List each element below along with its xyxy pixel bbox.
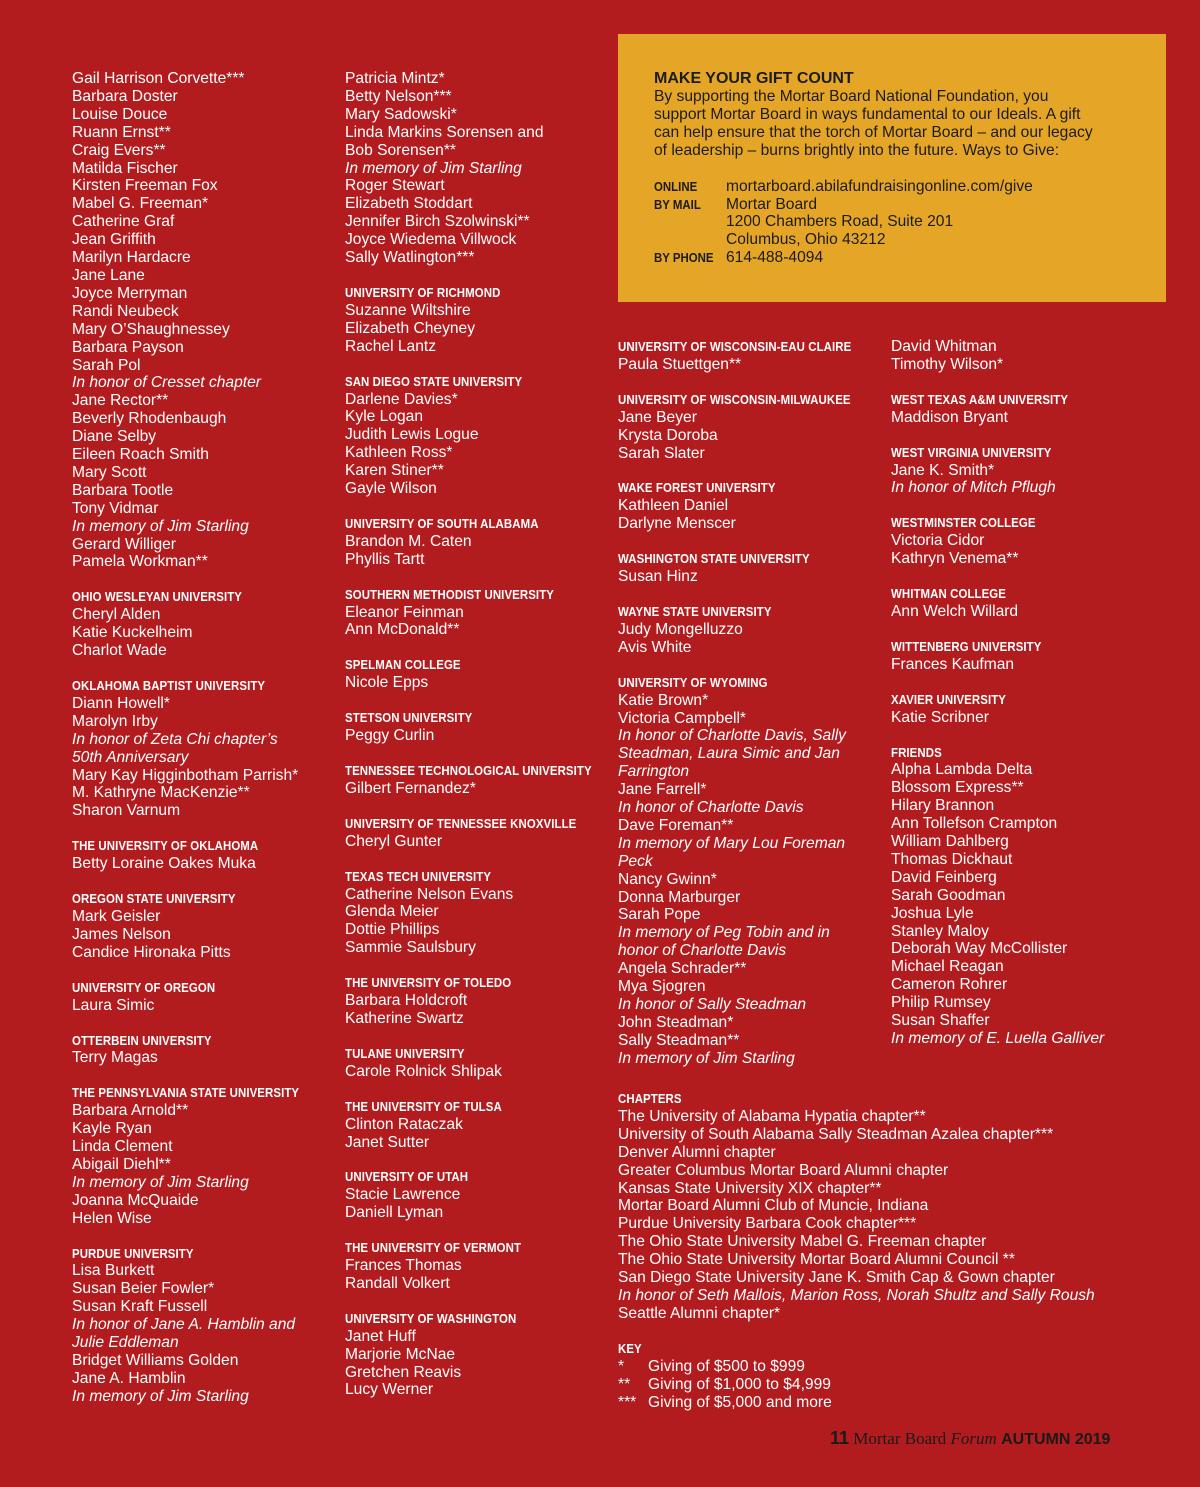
donor-name: James Nelson [72,925,171,943]
donor-name: Charlot Wade [72,642,167,660]
donor-name: Sharon Varnum [72,802,181,820]
donor-name: Kyle Logan [345,408,424,426]
donor-name: Katie Kuckelheim [72,624,193,642]
donor-name: Bridget Williams Golden [72,1352,239,1369]
institution-heading: THE UNIVERSITY OF TOLEDO [345,975,512,991]
institution-heading: TEXAS TECH UNIVERSITY [345,868,492,884]
donor-group [345,586,607,640]
key-heading: KEY [618,1340,642,1356]
donor-group [618,550,880,586]
institution-heading: UNIVERSITY OF OREGON [72,979,216,995]
gift-info-box [618,34,1166,302]
gift-box-title: MAKE YOUR GIFT COUNT [654,70,854,87]
donor-name: Victoria Campbell* [618,709,746,727]
donor-group [891,638,1153,674]
donor-group [891,744,1153,1048]
donor-name: Alpha Lambda Delta [891,761,1033,779]
donor-name: Elizabeth Stoddart [345,195,473,213]
tribute-note: In memory of Jim Starling [345,159,522,177]
publication-name: Mortar Board [853,1429,947,1448]
tribute-note: In memory of Mary Lou Foreman [618,834,846,852]
donor-group [345,1239,607,1293]
donor-name: Sammie Saulsbury [345,939,476,957]
donor-name: Stacie Lawrence [345,1186,461,1204]
donor-name: Clinton Rataczak [345,1115,463,1133]
donor-group [72,1084,334,1227]
donor-name: Randall Volkert [345,1274,450,1292]
chapter-name: University of South Alabama Sally Steadman Azalea chapter*** [618,1125,1054,1143]
chapter-name: Denver Alumni chapter [618,1143,776,1161]
institution-heading: SOUTHERN METHODIST UNIVERSITY [345,586,554,602]
donor-name: Mark Geisler [72,907,161,925]
institution-heading: OREGON STATE UNIVERSITY [72,891,236,907]
tribute-note: In memory of Peg Tobin and in [618,924,830,942]
donor-name: Michael Reagan [891,958,1004,976]
donor-name: Paula Stuettgen** [618,355,742,373]
institution-heading: STETSON UNIVERSITY [345,710,473,726]
tribute-note: Steadman, Laura Simic and Jan [618,745,840,763]
donor-name: Laura Simic [72,996,155,1014]
donor-name: Susan Beier Fowler* [72,1280,215,1298]
donor-group [345,709,607,745]
donor-name: Sally Watlington*** [345,249,475,267]
institution-heading: THE PENNSYLVANIA STATE UNIVERSITY [72,1085,300,1101]
donor-name: Tony Vidmar [72,499,159,517]
donor-name: Rachel Lantz [345,337,437,355]
donor-group [345,515,607,569]
key-legend [618,1340,1178,1412]
institution-heading: WEST TEXAS A&M UNIVERSITY [891,391,1069,407]
chapter-name: The Ohio State University Mabel G. Freeman chapter [618,1233,987,1251]
donor-group [72,588,334,660]
mail-row [654,213,1146,231]
institution-heading: UNIVERSITY OF WISCONSIN-EAU CLAIRE [618,339,852,354]
donor-name: Craig Evers** [72,141,166,159]
donor-name: Donna Marburger [618,888,741,906]
donor-name: Elizabeth Cheyney [345,319,476,337]
key-description: Giving of $1,000 to $4,999 [648,1375,831,1393]
donor-name: Dottie Phillips [345,921,440,939]
donor-name: Matilda Fischer [72,159,178,177]
donor-name: Jane K. Smith* [891,461,995,479]
chapter-name: Mortar Board Alumni Club of Muncie, Indiana [618,1197,929,1215]
donor-name: Gail Harrison Corvette*** [72,70,245,87]
donor-group [345,656,607,692]
donor-column-4 [891,338,1153,1048]
institution-heading: UNIVERSITY OF WASHINGTON [345,1310,517,1326]
donor-name: Darlyne Menscer [618,515,736,533]
donor-name: Deborah Way McCollister [891,940,1068,958]
donor-name: Glenda Meier [345,903,439,921]
donor-name: Marjorie McNae [345,1345,456,1363]
phone-row [654,249,1146,267]
chapter-name: Purdue University Barbara Cook chapter*** [618,1215,917,1233]
donor-name: Susan Shaffer [891,1012,990,1030]
donor-name: Sarah Pol [72,356,141,374]
donor-name: Jane A. Hamblin [72,1369,186,1387]
donor-name: Jennifer Birch Szolwinski** [345,213,530,231]
gift-box-text-line: of leadership – burns brightly into the future. Ways to Give: [654,141,1060,159]
page-number: 11 [830,1428,850,1448]
mail-address-line: Columbus, Ohio 43212 [726,231,886,249]
donor-name: David Whitman [891,338,997,355]
donor-group [345,868,607,958]
donor-group-continued [345,70,607,267]
tribute-note: In memory of Jim Starling [72,1173,249,1191]
donor-name: Louise Douce [72,105,168,123]
mail-address-line: 1200 Chambers Road, Suite 201 [726,213,954,231]
donor-name: Krysta Doroba [618,426,718,444]
donor-name: Ann McDonald** [345,621,460,639]
institution-heading: SPELMAN COLLEGE [345,657,461,673]
key-symbol: ** [618,1375,631,1393]
donor-name: Kayle Ryan [72,1120,152,1138]
institution-heading: UNIVERSITY OF TENNESSEE KNOXVILLE [345,815,577,831]
donor-name: Helen Wise [72,1209,152,1227]
mail-row [654,231,1146,249]
key-row [618,1358,1178,1376]
online-row [654,178,1146,196]
donor-group [345,1098,607,1152]
donor-name: Eileen Roach Smith [72,446,209,464]
gift-box-text-line: support Mortar Board in ways fundamental to our Ideals. A gift [654,105,1081,123]
donor-name: Marilyn Hardacre [72,249,191,267]
key-symbol: *** [618,1393,637,1411]
donor-name: Joyce Merryman [72,284,188,302]
donor-group [891,585,1153,621]
phone-label: BY PHONE [654,250,714,266]
donor-name: Barbara Holdcroft [345,992,468,1010]
donor-name: Brandon M. Caten [345,532,472,550]
institution-heading: TULANE UNIVERSITY [345,1045,465,1061]
key-row [618,1376,1178,1394]
donor-name: Darlene Davies* [345,390,458,408]
donor-name: Barbara Payson [72,338,184,356]
donor-name: Patricia Mintz* [345,70,445,87]
donor-name: Dave Foreman** [618,816,734,834]
donor-name: Frances Thomas [345,1257,462,1275]
donor-name: Eleanor Feinman [345,603,464,621]
gift-box-text-line: can help ensure that the torch of Mortar Board – and our legacy [654,123,1093,141]
donor-name: Gilbert Fernandez* [345,779,476,797]
donor-group [618,391,880,463]
donor-name: Joyce Wiedema Villwock [345,231,517,249]
phone-number[interactable]: 614-488-4094 [726,249,824,267]
institution-heading: OTTERBEIN UNIVERSITY [72,1032,212,1048]
tribute-note: honor of Charlotte Davis [618,942,787,960]
institution-heading: WEST VIRGINIA UNIVERSITY [891,444,1052,460]
donor-name: Nancy Gwinn* [618,870,717,888]
donor-column-2 [345,70,607,1399]
tribute-note: Julie Eddleman [72,1334,179,1352]
key-description: Giving of $500 to $999 [648,1357,805,1375]
online-label: ONLINE [654,178,698,194]
key-row [618,1394,1178,1412]
mail-address-line: Mortar Board [726,195,817,213]
donor-name: Randi Neubeck [72,302,179,320]
tribute-note: In honor of Charlotte Davis, Sally [618,727,846,745]
donor-group [72,677,334,820]
donor-name: Pamela Workman** [72,553,208,571]
institution-heading: UNIVERSITY OF UTAH [345,1169,469,1185]
institution-heading: WAKE FOREST UNIVERSITY [618,480,776,496]
donor-group [345,815,607,851]
institution-heading: THE UNIVERSITY OF OKLAHOMA [72,838,259,854]
donor-group [345,974,607,1028]
donor-name: Jane Beyer [618,408,697,426]
donor-group [891,691,1153,727]
donor-name: Jane Lane [72,266,145,284]
institution-heading: UNIVERSITY OF WISCONSIN-MILWAUKEE [618,391,851,407]
institution-heading: OHIO WESLEYAN UNIVERSITY [72,589,243,605]
donor-name: Barbara Tootle [72,481,174,499]
donor-group-continued [891,338,1153,374]
chapter-name: The Ohio State University Mortar Board Alumni Council ** [618,1251,1015,1269]
donor-group [345,1310,607,1400]
institution-heading: THE UNIVERSITY OF VERMONT [345,1240,522,1256]
tribute-note: In honor of Seth Mallois, Marion Ross, Norah Shultz and Sally Roush [618,1286,1095,1304]
donor-name: Daniell Lyman [345,1204,444,1222]
donor-name: Gerard Williger [72,535,176,553]
donor-name: Diane Selby [72,428,157,446]
donor-name: Jane Farrell* [618,781,707,799]
chapters-block [618,1090,1178,1323]
donor-name: Phyllis Tartt [345,550,425,568]
donor-name: Stanley Maloy [891,922,989,940]
donor-name: Gayle Wilson [345,480,437,498]
donor-name: Kathleen Ross* [345,444,453,462]
donor-name: Roger Stewart [345,177,445,195]
mail-label: BY MAIL [654,196,701,212]
donor-group [618,479,880,533]
institution-heading: UNIVERSITY OF RICHMOND [345,284,501,300]
donor-name: Marolyn Irby [72,712,158,730]
donor-column-1 [72,70,334,1406]
donor-name: Timothy Wilson* [891,355,1004,373]
donor-name: Diann Howell* [72,694,170,712]
institution-heading: WITTENBERG UNIVERSITY [891,638,1042,654]
donor-name: Kathleen Daniel [618,497,729,515]
donor-name: William Dahlberg [891,833,1009,851]
donor-name: Mary O’Shaughnessey [72,320,230,338]
tribute-note: In honor of Mitch Pflugh [891,479,1056,497]
donor-name: Karen Stiner** [345,462,444,480]
donor-group [345,762,607,798]
tribute-note: In memory of E. Luella Galliver [891,1030,1105,1047]
donor-group [72,837,334,873]
donor-name: Susan Kraft Fussell [72,1298,208,1316]
gift-box-text-line: By supporting the Mortar Board National Foundation, you [654,88,1049,105]
donor-name: Sally Steadman** [618,1031,740,1049]
donor-name: Jean Griffith [72,231,156,249]
donor-name: John Steadman* [618,1013,734,1031]
donor-name: Cameron Rohrer [891,976,1008,994]
donor-group [345,1168,607,1222]
donor-group-continued [72,70,334,571]
donor-name: Ann Welch Willard [891,602,1019,620]
donor-name: Hilary Brannon [891,797,995,815]
donor-name: Lisa Burkett [72,1262,155,1280]
section-heading: CHAPTERS [618,1091,682,1106]
chapter-name: Kansas State University XIX chapter** [618,1179,882,1197]
donor-name: Suzanne Wiltshire [345,301,471,319]
donor-name: Janet Sutter [345,1133,430,1151]
donor-name: Abigail Diehl** [72,1155,171,1173]
donor-name: Jane Rector** [72,392,169,410]
donor-group [72,979,334,1015]
tribute-note: Farrington [618,763,690,781]
donor-name: Mabel G. Freeman* [72,195,209,213]
online-url[interactable]: mortarboard.abilafundraisingonline.com/give [726,177,1033,195]
donor-name: Blossom Express** [891,779,1024,797]
donor-group [891,444,1153,498]
publication-name-italic: Forum [950,1429,997,1448]
donor-name: Victoria Cidor [891,532,985,550]
chapter-name: San Diego State University Jane K. Smith Cap & Gown chapter [618,1269,1055,1287]
donor-group [345,373,607,498]
page-footer [830,1428,1110,1449]
donor-name: Candice Hironaka Pitts [72,943,231,961]
donor-name: Katherine Swartz [345,1009,464,1027]
donor-name: Betty Loraine Oakes Muka [72,855,256,873]
ways-to-give [654,178,1146,268]
donor-column-3 [618,338,880,1068]
donor-name: Cheryl Alden [72,606,161,624]
donor-group [72,890,334,962]
donor-name: David Feinberg [891,868,997,886]
donor-name: Maddison Bryant [891,408,1009,426]
donor-name: Frances Kaufman [891,655,1015,673]
donor-name: Katie Brown* [618,691,709,709]
donor-group [72,1245,334,1406]
donor-name: Catherine Nelson Evans [345,885,514,903]
donor-name: Lucy Werner [345,1381,434,1399]
tribute-note: In honor of Jane A. Hamblin and [72,1316,296,1334]
donor-name: Catherine Graf [72,213,175,231]
institution-heading: TENNESSEE TECHNOLOGICAL UNIVERSITY [345,763,592,778]
donor-name: Katie Scribner [891,708,989,726]
institution-heading: XAVIER UNIVERSITY [891,691,1006,707]
donor-name: Bob Sorensen** [345,141,456,159]
donor-name: Susan Hinz [618,568,698,586]
donor-name: Judith Lewis Logue [345,426,479,444]
institution-heading: WAYNE STATE UNIVERSITY [618,603,772,619]
institution-heading: THE UNIVERSITY OF TULSA [345,1098,502,1114]
donor-name: Ann Tollefson Crampton [891,815,1058,833]
donor-name: Carole Rolnick Shlipak [345,1062,502,1080]
institution-heading: UNIVERSITY OF WYOMING [618,674,768,690]
tribute-note: In memory of Jim Starling [72,517,249,535]
institution-heading: SAN DIEGO STATE UNIVERSITY [345,373,523,389]
donor-group [345,1045,607,1081]
chapter-name: Seattle Alumni chapter* [618,1304,781,1322]
donor-name: Mary Sadowski* [345,105,457,123]
donor-name: Mary Kay Higginbotham Parrish* [72,766,299,784]
donor-name: Sarah Goodman [891,886,1006,904]
institution-heading: WESTMINSTER COLLEGE [891,515,1036,531]
donor-name: Linda Clement [72,1138,173,1156]
donor-name: Linda Markins Sorensen and [345,123,544,141]
institution-heading: FRIENDS [891,744,942,760]
issue-label: AUTUMN 2019 [1001,1431,1111,1448]
tribute-note: In memory of Jim Starling [72,1387,249,1405]
donor-name: Barbara Doster [72,87,178,105]
donor-name: Philip Rumsey [891,994,991,1012]
donor-name: Peggy Curlin [345,727,435,745]
tribute-note: In honor of Charlotte Davis [618,799,804,817]
donor-name: Barbara Arnold** [72,1102,189,1120]
tribute-note: In honor of Zeta Chi chapter’s [72,730,278,748]
donor-name: Kirsten Freeman Fox [72,177,218,195]
donor-group [72,1032,334,1068]
donor-group [345,284,607,356]
tribute-note: In honor of Cresset chapter [72,374,261,392]
donor-name: Gretchen Reavis [345,1363,462,1381]
mail-row [654,196,1146,214]
chapter-name: Greater Columbus Mortar Board Alumni chapter [618,1161,949,1179]
donor-name: Mya Sjogren [618,978,706,996]
key-description: Giving of $5,000 and more [648,1393,832,1411]
donor-name: M. Kathryne MacKenzie** [72,784,250,802]
tribute-note: In memory of Jim Starling [618,1049,795,1067]
donor-name: Avis White [618,638,692,656]
tribute-note: Peck [618,852,653,870]
donor-name: Joanna McQuaide [72,1191,199,1209]
institution-heading: UNIVERSITY OF SOUTH ALABAMA [345,515,539,531]
chapter-name: The University of Alabama Hypatia chapter** [618,1107,926,1125]
donor-name: Ruann Ernst** [72,123,171,141]
donor-group [891,391,1153,427]
donor-name: Betty Nelson*** [345,87,452,105]
donor-name: Terry Magas [72,1049,158,1067]
donor-group [618,603,880,657]
donor-group [618,674,880,1068]
institution-heading: WASHINGTON STATE UNIVERSITY [618,551,810,567]
donor-name: Beverly Rhodenbaugh [72,410,227,428]
tribute-note: 50th Anniversary [72,748,189,766]
donor-name: Judy Mongelluzzo [618,620,743,638]
institution-heading: OKLAHOMA BAPTIST UNIVERSITY [72,678,266,693]
donor-name: Kathryn Venema** [891,550,1019,568]
donor-group [618,338,880,374]
donor-name: Cheryl Gunter [345,832,443,850]
donor-name: Joshua Lyle [891,904,974,922]
donor-name: Nicole Epps [345,674,429,692]
institution-heading: WHITMAN COLLEGE [891,586,1006,602]
chapters-section [618,1090,1178,1411]
institution-heading: PURDUE UNIVERSITY [72,1245,194,1261]
donor-group [891,514,1153,568]
donor-name: Thomas Dickhaut [891,850,1013,868]
key-symbol: * [618,1357,625,1375]
donor-name: Sarah Pope [618,906,701,924]
donor-name: Sarah Slater [618,444,705,462]
tribute-note: In honor of Sally Steadman [618,996,807,1013]
donor-name: Angela Schrader** [618,960,747,978]
donor-name: Janet Huff [345,1327,416,1345]
donor-name: Mary Scott [72,463,147,481]
